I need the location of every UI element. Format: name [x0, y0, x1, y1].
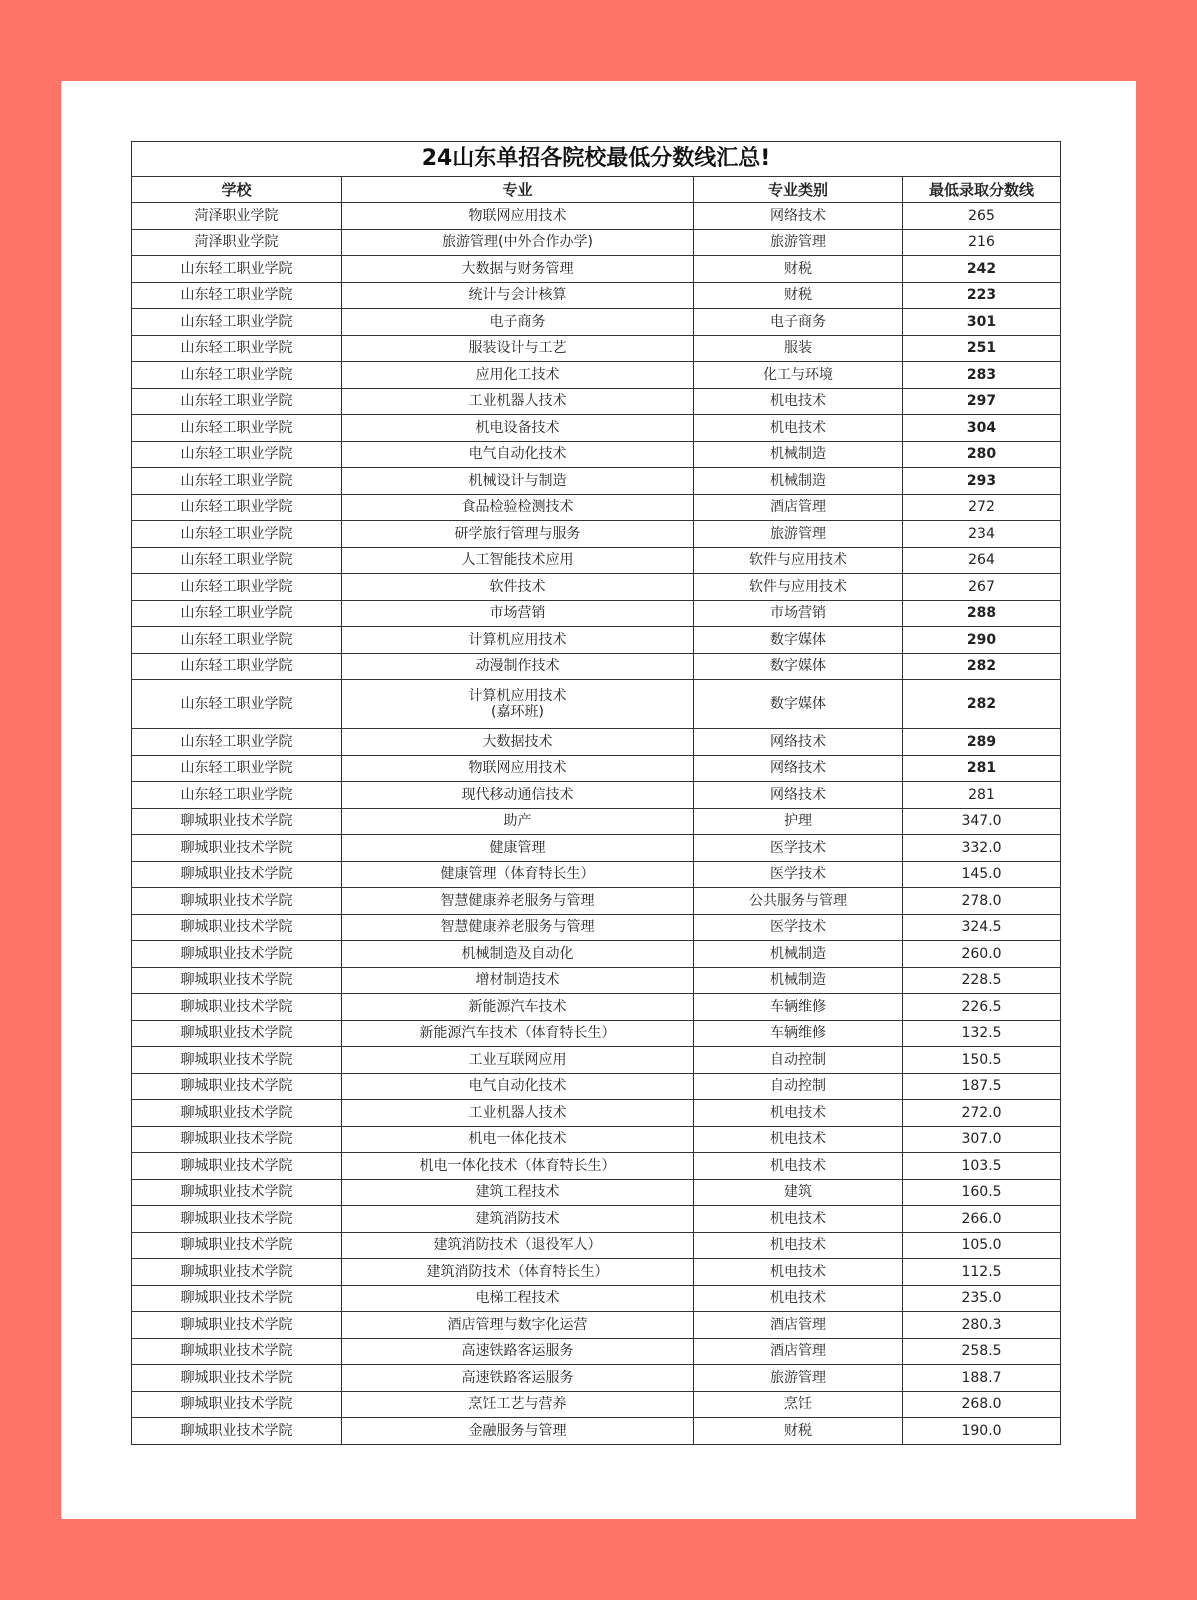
table-row	[132, 835, 1061, 862]
cell-category: 机电技术	[694, 388, 903, 415]
table-row	[132, 388, 1061, 415]
cell-category: 自动控制	[694, 1047, 903, 1074]
cell-category: 机械制造	[694, 941, 903, 968]
cell-min-score: 267	[903, 574, 1061, 601]
header-school: 学校	[132, 177, 342, 203]
cell-min-score: 112.5	[903, 1259, 1061, 1286]
cell-major: 机电一体化技术	[342, 1126, 694, 1153]
table-row	[132, 521, 1061, 548]
cell-category: 酒店管理	[694, 1338, 903, 1365]
cell-min-score: 260.0	[903, 941, 1061, 968]
cell-min-score: 223	[903, 282, 1061, 309]
cell-category: 软件与应用技术	[694, 574, 903, 601]
cell-category: 旅游管理	[694, 1365, 903, 1392]
cell-major: 高速铁路客运服务	[342, 1365, 694, 1392]
table-row	[132, 574, 1061, 601]
cell-min-score: 235.0	[903, 1285, 1061, 1312]
cell-category: 数字媒体	[694, 627, 903, 654]
cell-min-score: 301	[903, 309, 1061, 336]
cell-min-score: 281	[903, 782, 1061, 809]
table-row	[132, 256, 1061, 283]
cell-major: 市场营销	[342, 600, 694, 627]
cell-school: 山东轻工职业学院	[132, 309, 342, 336]
cell-school: 山东轻工职业学院	[132, 600, 342, 627]
cell-school: 山东轻工职业学院	[132, 256, 342, 283]
cell-min-score: 251	[903, 335, 1061, 362]
cell-major: 高速铁路客运服务	[342, 1338, 694, 1365]
cell-major: 助产	[342, 808, 694, 835]
cell-category: 机械制造	[694, 967, 903, 994]
header-category: 专业类别	[694, 177, 903, 203]
cell-school: 聊城职业技术学院	[132, 1020, 342, 1047]
cell-category: 数字媒体	[694, 680, 903, 729]
table-row	[132, 627, 1061, 654]
cell-category: 车辆维修	[694, 994, 903, 1021]
cell-category: 旅游管理	[694, 229, 903, 256]
table-row	[132, 1206, 1061, 1233]
table-row	[132, 282, 1061, 309]
cell-min-score: 332.0	[903, 835, 1061, 862]
table-row	[132, 468, 1061, 495]
cell-school: 聊城职业技术学院	[132, 914, 342, 941]
cell-category: 机电技术	[694, 415, 903, 442]
cell-school: 聊城职业技术学院	[132, 1073, 342, 1100]
cell-min-score: 347.0	[903, 808, 1061, 835]
table-row	[132, 1126, 1061, 1153]
table-row	[132, 808, 1061, 835]
cell-school: 聊城职业技术学院	[132, 1418, 342, 1445]
cell-school: 山东轻工职业学院	[132, 415, 342, 442]
cell-major: 健康管理	[342, 835, 694, 862]
cell-major: 食品检验检测技术	[342, 494, 694, 521]
cell-min-score: 280.3	[903, 1312, 1061, 1339]
cell-category: 护理	[694, 808, 903, 835]
table-row	[132, 1020, 1061, 1047]
cell-min-score: 150.5	[903, 1047, 1061, 1074]
cell-min-score: 324.5	[903, 914, 1061, 941]
cell-school: 聊城职业技术学院	[132, 1153, 342, 1180]
table-row	[132, 1391, 1061, 1418]
cell-school: 山东轻工职业学院	[132, 521, 342, 548]
table-row	[132, 600, 1061, 627]
cell-school: 聊城职业技术学院	[132, 1391, 342, 1418]
table-row	[132, 1100, 1061, 1127]
table-row	[132, 203, 1061, 230]
cell-major: 电气自动化技术	[342, 1073, 694, 1100]
cell-school: 聊城职业技术学院	[132, 1312, 342, 1339]
table-row	[132, 1047, 1061, 1074]
cell-category: 车辆维修	[694, 1020, 903, 1047]
cell-min-score: 293	[903, 468, 1061, 495]
table-row	[132, 1312, 1061, 1339]
table-row	[132, 680, 1061, 729]
cell-category: 网络技术	[694, 729, 903, 756]
score-table	[131, 141, 1061, 1445]
cell-min-score: 268.0	[903, 1391, 1061, 1418]
cell-school: 聊城职业技术学院	[132, 1047, 342, 1074]
cell-category: 机电技术	[694, 1126, 903, 1153]
cell-school: 聊城职业技术学院	[132, 1338, 342, 1365]
cell-major: 物联网应用技术	[342, 755, 694, 782]
cell-school: 山东轻工职业学院	[132, 441, 342, 468]
cell-min-score: 272	[903, 494, 1061, 521]
cell-school: 山东轻工职业学院	[132, 782, 342, 809]
cell-min-score: 283	[903, 362, 1061, 389]
cell-major: 统计与会计核算	[342, 282, 694, 309]
cell-category: 财税	[694, 1418, 903, 1445]
cell-school: 山东轻工职业学院	[132, 574, 342, 601]
cell-category: 机械制造	[694, 441, 903, 468]
cell-school: 聊城职业技术学院	[132, 861, 342, 888]
cell-min-score: 228.5	[903, 967, 1061, 994]
cell-major: 应用化工技术	[342, 362, 694, 389]
cell-major: 新能源汽车技术	[342, 994, 694, 1021]
cell-school: 聊城职业技术学院	[132, 1232, 342, 1259]
cell-major: 工业机器人技术	[342, 388, 694, 415]
cell-min-score: 258.5	[903, 1338, 1061, 1365]
cell-major: 建筑工程技术	[342, 1179, 694, 1206]
cell-min-score: 289	[903, 729, 1061, 756]
cell-min-score: 160.5	[903, 1179, 1061, 1206]
cell-category: 财税	[694, 256, 903, 283]
cell-school: 菏泽职业学院	[132, 229, 342, 256]
cell-school: 聊城职业技术学院	[132, 1365, 342, 1392]
cell-min-score: 288	[903, 600, 1061, 627]
cell-category: 酒店管理	[694, 1312, 903, 1339]
cell-category: 公共服务与管理	[694, 888, 903, 915]
table-row	[132, 1232, 1061, 1259]
cell-category: 服装	[694, 335, 903, 362]
cell-school: 聊城职业技术学院	[132, 1206, 342, 1233]
cell-school: 聊城职业技术学院	[132, 1259, 342, 1286]
cell-min-score: 132.5	[903, 1020, 1061, 1047]
table-row	[132, 914, 1061, 941]
cell-school: 山东轻工职业学院	[132, 468, 342, 495]
cell-school: 聊城职业技术学院	[132, 1126, 342, 1153]
cell-major: 大数据与财务管理	[342, 256, 694, 283]
document-page	[61, 81, 1136, 1519]
table-row	[132, 441, 1061, 468]
cell-category: 医学技术	[694, 914, 903, 941]
cell-category: 数字媒体	[694, 653, 903, 680]
cell-major: 机械设计与制造	[342, 468, 694, 495]
table-row	[132, 994, 1061, 1021]
cell-school: 山东轻工职业学院	[132, 653, 342, 680]
table-row	[132, 861, 1061, 888]
cell-min-score: 190.0	[903, 1418, 1061, 1445]
cell-major: 电梯工程技术	[342, 1285, 694, 1312]
table-row	[132, 755, 1061, 782]
cell-school: 山东轻工职业学院	[132, 729, 342, 756]
cell-school: 聊城职业技术学院	[132, 835, 342, 862]
cell-category: 建筑	[694, 1179, 903, 1206]
table-row	[132, 1073, 1061, 1100]
cell-school: 聊城职业技术学院	[132, 967, 342, 994]
cell-major: 新能源汽车技术（体育特长生）	[342, 1020, 694, 1047]
cell-major: 研学旅行管理与服务	[342, 521, 694, 548]
cell-school: 山东轻工职业学院	[132, 627, 342, 654]
cell-major: 现代移动通信技术	[342, 782, 694, 809]
table-row	[132, 1153, 1061, 1180]
cell-min-score: 304	[903, 415, 1061, 442]
cell-school: 山东轻工职业学院	[132, 335, 342, 362]
cell-school: 聊城职业技术学院	[132, 1100, 342, 1127]
cell-min-score: 103.5	[903, 1153, 1061, 1180]
cell-min-score: 307.0	[903, 1126, 1061, 1153]
table-row	[132, 729, 1061, 756]
cell-min-score: 280	[903, 441, 1061, 468]
cell-category: 网络技术	[694, 782, 903, 809]
cell-school: 聊城职业技术学院	[132, 941, 342, 968]
cell-category: 医学技术	[694, 835, 903, 862]
cell-major: 电气自动化技术	[342, 441, 694, 468]
cell-category: 旅游管理	[694, 521, 903, 548]
cell-school: 聊城职业技术学院	[132, 1179, 342, 1206]
table-row	[132, 362, 1061, 389]
cell-school: 山东轻工职业学院	[132, 362, 342, 389]
cell-major: 烹饪工艺与营养	[342, 1391, 694, 1418]
cell-category: 电子商务	[694, 309, 903, 336]
cell-school: 山东轻工职业学院	[132, 755, 342, 782]
table-row	[132, 967, 1061, 994]
table-title: 24山东单招各院校最低分数线汇总!	[132, 142, 1061, 177]
cell-school: 菏泽职业学院	[132, 203, 342, 230]
cell-min-score: 290	[903, 627, 1061, 654]
cell-category: 机电技术	[694, 1285, 903, 1312]
cell-min-score: 216	[903, 229, 1061, 256]
table-row	[132, 1285, 1061, 1312]
table-row	[132, 1338, 1061, 1365]
cell-major: 动漫制作技术	[342, 653, 694, 680]
cell-school: 聊城职业技术学院	[132, 1285, 342, 1312]
cell-category: 机电技术	[694, 1100, 903, 1127]
cell-category: 机电技术	[694, 1232, 903, 1259]
cell-category: 医学技术	[694, 861, 903, 888]
cell-school: 山东轻工职业学院	[132, 388, 342, 415]
cell-category: 市场营销	[694, 600, 903, 627]
table-row	[132, 1259, 1061, 1286]
cell-min-score: 264	[903, 547, 1061, 574]
table-row	[132, 547, 1061, 574]
cell-school: 山东轻工职业学院	[132, 282, 342, 309]
cell-min-score: 105.0	[903, 1232, 1061, 1259]
cell-major: 电子商务	[342, 309, 694, 336]
cell-major: 工业机器人技术	[342, 1100, 694, 1127]
cell-major: 智慧健康养老服务与管理	[342, 888, 694, 915]
cell-min-score: 226.5	[903, 994, 1061, 1021]
cell-min-score: 278.0	[903, 888, 1061, 915]
cell-min-score: 297	[903, 388, 1061, 415]
cell-category: 化工与环境	[694, 362, 903, 389]
cell-major: 机械制造及自动化	[342, 941, 694, 968]
cell-major: 计算机应用技术 (嘉环班)	[342, 680, 694, 729]
cell-major: 建筑消防技术（退役军人）	[342, 1232, 694, 1259]
cell-school: 山东轻工职业学院	[132, 547, 342, 574]
cell-min-score: 234	[903, 521, 1061, 548]
table-row	[132, 229, 1061, 256]
cell-school: 聊城职业技术学院	[132, 994, 342, 1021]
cell-major: 建筑消防技术	[342, 1206, 694, 1233]
table-row	[132, 335, 1061, 362]
cell-school: 山东轻工职业学院	[132, 494, 342, 521]
cell-major: 大数据技术	[342, 729, 694, 756]
header-row	[132, 177, 1061, 203]
cell-category: 财税	[694, 282, 903, 309]
table-row	[132, 1418, 1061, 1445]
cell-major: 健康管理（体育特长生）	[342, 861, 694, 888]
cell-min-score: 281	[903, 755, 1061, 782]
cell-min-score: 272.0	[903, 1100, 1061, 1127]
cell-major: 酒店管理与数字化运营	[342, 1312, 694, 1339]
cell-major: 工业互联网应用	[342, 1047, 694, 1074]
cell-category: 机电技术	[694, 1206, 903, 1233]
table-row	[132, 888, 1061, 915]
cell-min-score: 242	[903, 256, 1061, 283]
title-row	[132, 142, 1061, 177]
cell-category: 机电技术	[694, 1153, 903, 1180]
cell-major: 智慧健康养老服务与管理	[342, 914, 694, 941]
cell-min-score: 265	[903, 203, 1061, 230]
cell-major: 服装设计与工艺	[342, 335, 694, 362]
cell-category: 机械制造	[694, 468, 903, 495]
cell-major: 机电设备技术	[342, 415, 694, 442]
table-row	[132, 309, 1061, 336]
cell-major: 旅游管理(中外合作办学)	[342, 229, 694, 256]
table-row	[132, 653, 1061, 680]
cell-min-score: 282	[903, 680, 1061, 729]
cell-major: 建筑消防技术（体育特长生）	[342, 1259, 694, 1286]
cell-school: 聊城职业技术学院	[132, 888, 342, 915]
cell-category: 机电技术	[694, 1259, 903, 1286]
cell-category: 网络技术	[694, 755, 903, 782]
cell-major: 人工智能技术应用	[342, 547, 694, 574]
table-row	[132, 782, 1061, 809]
cell-category: 网络技术	[694, 203, 903, 230]
cell-min-score: 187.5	[903, 1073, 1061, 1100]
cell-category: 软件与应用技术	[694, 547, 903, 574]
header-min-score: 最低录取分数线	[903, 177, 1061, 203]
cell-min-score: 188.7	[903, 1365, 1061, 1392]
cell-major: 软件技术	[342, 574, 694, 601]
table-row	[132, 941, 1061, 968]
header-major: 专业	[342, 177, 694, 203]
cell-major: 物联网应用技术	[342, 203, 694, 230]
cell-school: 聊城职业技术学院	[132, 808, 342, 835]
cell-min-score: 145.0	[903, 861, 1061, 888]
table-row	[132, 494, 1061, 521]
cell-major: 金融服务与管理	[342, 1418, 694, 1445]
table-row	[132, 1365, 1061, 1392]
cell-major: 机电一体化技术（体育特长生）	[342, 1153, 694, 1180]
cell-category: 酒店管理	[694, 494, 903, 521]
cell-major: 计算机应用技术	[342, 627, 694, 654]
cell-min-score: 282	[903, 653, 1061, 680]
table-row	[132, 1179, 1061, 1206]
cell-min-score: 266.0	[903, 1206, 1061, 1233]
table-row	[132, 415, 1061, 442]
cell-category: 自动控制	[694, 1073, 903, 1100]
cell-category: 烹饪	[694, 1391, 903, 1418]
cell-major: 增材制造技术	[342, 967, 694, 994]
cell-school: 山东轻工职业学院	[132, 680, 342, 729]
